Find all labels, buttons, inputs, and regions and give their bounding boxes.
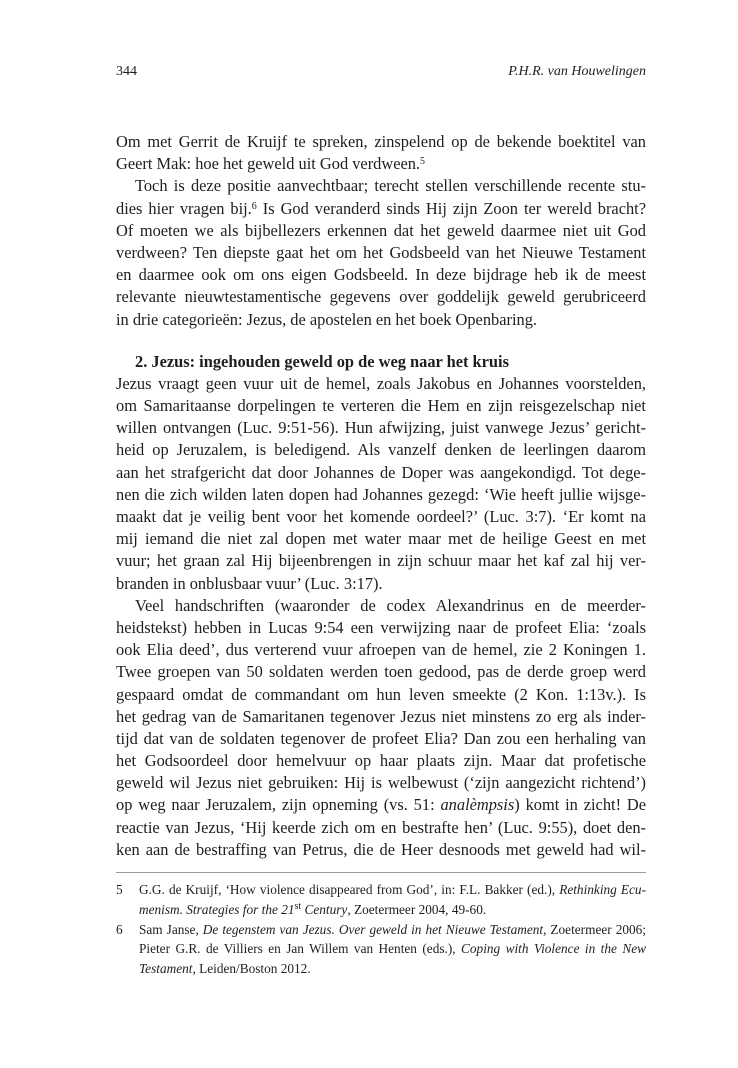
text-line: relevante nieuwtestamentische gegevens over goddelijk geweld gerubriceerd: [116, 287, 646, 307]
page-number: 344: [116, 64, 137, 79]
text-line: op weg naar Jeruzalem, zijn opneming (vs. 51: analèmpsis) komt in zicht! De: [116, 795, 646, 815]
footnote-6: [116, 920, 646, 979]
text-line: tijd dat van de soldaten tegenover de profeet Elia? Dan zou een herhaling van: [116, 728, 646, 748]
text-line: en daarmee ook om ons eigen Godsbeeld. In deze bijdrage heb ik de meest: [116, 265, 646, 285]
text-line: geweld wil Jezus niet gebruiken: Hij is welbewust (‘zijn aangezicht richtend’): [116, 773, 646, 793]
text-line: ook Elia deed’, dus verterend vuur afroepen van de hemel, zie 2 Koningen 1.: [116, 640, 646, 660]
text-line: Veel handschriften (waaronder de codex Alexandrinus en de meerder-: [135, 595, 646, 615]
text-line: heid op Jeruzalem, is beledigend. Als vanzelf denken de leerlingen daarom: [116, 440, 646, 460]
text-line: branden in onblusbaar vuur’ (Luc. 3:17).: [116, 573, 383, 593]
running-author: P.H.R. van Houwelingen: [508, 64, 646, 79]
text-line: maakt dat je veilig bent voor het komende oordeel?’ (Luc. 3:7). ‘Er komt na: [116, 507, 646, 526]
footnote-line: Testament, Leiden/Boston 2012.: [139, 961, 311, 977]
text-line: Jezus vraagt geen vuur uit de hemel, zoals Jakobus en Johannes voorstelden,: [116, 373, 646, 393]
text-line: Of moeten we als bijbellezers erkennen dat het geweld daarmee niet uit God: [116, 220, 646, 240]
text-line: dies hier vragen bij.$^6$ Is God veranderd sinds Hij zijn Zoon ter wereld bracht?: [116, 198, 646, 218]
footnote-line: Pieter G.R. de Villiers en Jan Willem van Henten (eds.), Coping with Violence in the New: [139, 941, 646, 957]
footnote-number: 5: [116, 882, 123, 897]
text-line: in drie categorieën: Jezus, de apostelen en het boek Openbaring.: [116, 309, 537, 329]
text-line: Toch is deze positie aanvechtbaar; terecht stellen verschillende recente stu-: [135, 176, 646, 196]
text-line: aan het strafgericht dat door Johannes de Doper was aangekondigd. Tot dege-: [116, 462, 646, 482]
text-line: nen die zich wilden laten dopen had Johannes gezegd: ‘Wie heeft jullie wijsge-: [116, 484, 646, 504]
footnote-ref-6[interactable]: 6: [251, 200, 257, 212]
text-line: gespaard omdat de commandant om hun leven smeekte (2 Kon. 1:13v.). Is: [116, 684, 646, 704]
footnote-line: G.G. de Kruijf, ‘How violence disappeared from God’, in: F.L. Bakker (ed.), Rethinking Ecu-: [139, 882, 646, 897]
running-header: [116, 64, 646, 84]
text-line: heidstekst) hebben in Lucas 9:54 een verwijzing naar de profeet Elia: ‘zoals: [116, 617, 646, 637]
greek-term: analèmpsis: [440, 795, 515, 815]
main-text: [116, 131, 646, 861]
footnote-5: [116, 880, 646, 920]
text-line: vuur; het graan zal Hij bijeenbrengen in zijn schuur maar het kaf zal hij ver-: [116, 551, 646, 571]
footnote-ref-5[interactable]: 5: [420, 156, 426, 168]
footnotes: [116, 880, 646, 979]
footnote-divider: [116, 872, 646, 873]
footnote-line: Sam Janse, De tegenstem van Jezus. Over geweld in het Nieuwe Testament, Zoetermeer 2006;: [139, 921, 646, 937]
text-line: Om met Gerrit de Kruijf te spreken, zinspelend op de bekende boektitel van: [116, 132, 646, 151]
section-heading: 2. Jezus: ingehouden geweld op de weg naar het kruis: [135, 351, 509, 371]
text-line: Twee groepen van 50 soldaten werden toen gedood, pas de derde groep werd: [116, 662, 646, 682]
text-line: het gedrag van de Samaritanen tegenover Jezus niet minstens zo erg als inder-: [116, 706, 646, 726]
text-line: verdween? Ten diepste gaat het om het Godsbeeld van het Nieuwe Testament: [116, 242, 646, 262]
footnote-line: menism. Strategies for the 21st Century, Zoetermeer 2004, 49-60.: [139, 900, 487, 917]
text-line: mij iemand die niet zal dopen met water maar met de heilige Geest en met: [116, 529, 646, 549]
text-line: Geert Mak: hoe het geweld uit God verdween.$^5$: [116, 154, 426, 174]
footnote-number: 6: [116, 921, 123, 937]
text-line: om Samaritaanse dorpelingen te verteren die Hem en zijn reisgezelschap niet: [116, 396, 646, 416]
text-line: het Godsoordeel door hemelvuur op haar plaats zijn. Maar dat profetische: [116, 751, 646, 771]
text-line: willen ontvangen (Luc. 9:51-56). Hun afwijzing, juist vanwege Jezus’ gericht-: [116, 418, 646, 438]
text-line: reactie van Jezus, ‘Hij keerde zich om en bestrafte hen’ (Luc. 9:55), doet den-: [116, 817, 646, 837]
text-line: ken aan de bestraffing van Petrus, die de Heer desnoods met geweld had wil-: [116, 839, 646, 859]
